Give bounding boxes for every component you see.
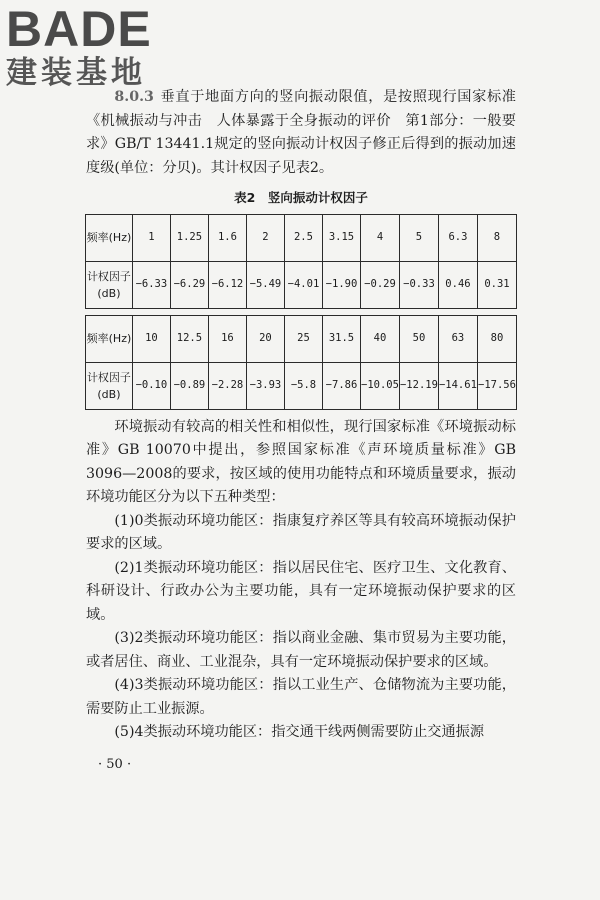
table-cell: −17.56 — [477, 362, 516, 409]
table-cell: 50 — [399, 315, 438, 362]
table-cell: 1.6 — [208, 214, 246, 261]
table-cell: −3.93 — [246, 362, 284, 409]
weighting-table — [85, 214, 517, 410]
table-cell: −0.29 — [360, 261, 399, 308]
page-number: · 50 · — [98, 756, 132, 772]
table-cell: −14.61 — [438, 362, 477, 409]
table-row — [86, 214, 517, 261]
table-cell: 6.3 — [438, 214, 477, 261]
table-cell: 8 — [477, 214, 516, 261]
table-cell: 40 — [360, 315, 399, 362]
body-paragraph: (5)4类振动环境功能区：指交通干线两侧需要防止交通振源 — [114, 724, 485, 740]
table-cell: 3.15 — [322, 214, 360, 261]
freq-header: 频率(Hz) — [86, 214, 133, 261]
table-cell: −1.90 — [322, 261, 360, 308]
table-cell: −5.49 — [246, 261, 284, 308]
freq-header: 频率(Hz) — [86, 315, 133, 362]
body-paragraph: (4)3类振动环境功能区：指以工业生产、仓储物流为主要功能，需要防止工业振源。 — [86, 677, 516, 717]
table-caption: 表2 竖向振动计权因子 — [234, 190, 368, 205]
table-cell: 2.5 — [284, 214, 322, 261]
table-cell: 2 — [246, 214, 284, 261]
table-cell: 80 — [477, 315, 516, 362]
table-cell: 16 — [208, 315, 246, 362]
table-cell: −6.12 — [208, 261, 246, 308]
page-content — [86, 86, 516, 776]
table-cell: 5 — [399, 214, 438, 261]
body-paragraph: (3)2类振动环境功能区：指以商业金融、集市贸易为主要功能，或者居住、商业、工业混杂，具有一定环境振动保护要求的区域。 — [86, 630, 516, 670]
table-cell: 31.5 — [322, 315, 360, 362]
table-cell: 20 — [246, 315, 284, 362]
body-paragraph: (2)1类振动环境功能区：指以居民住宅、医疗卫生、文化教育、科研设计、行政办公为主要功能，具有一定环境振动保护要求的区域。 — [86, 559, 516, 623]
logo-chinese: 建装基地 — [6, 55, 146, 91]
table-cell: −7.86 — [322, 362, 360, 409]
table-cell: −5.8 — [284, 362, 322, 409]
table-cell: −6.29 — [170, 261, 208, 308]
body-paragraph: (1)0类振动环境功能区：指康复疗养区等具有较高环境振动保护要求的区域。 — [86, 512, 516, 552]
table-gap — [86, 308, 517, 315]
table-cell: 1 — [132, 214, 170, 261]
table-row — [86, 261, 517, 308]
table-cell: 0.46 — [438, 261, 477, 308]
clause-text: 垂直于地面方向的竖向振动限值，是按照现行国家标准《机械振动与冲击 人体暴露于全身振动的评价 第1部分：一般要求》GB/T 13441.1规定的竖向振动计权因子修正后得到的振动加速度级(单位：分贝)。其计权因子见表2。 — [86, 89, 516, 176]
table-row — [86, 315, 517, 362]
table-cell: −6.33 — [132, 261, 170, 308]
table-row — [86, 362, 517, 409]
table-cell: 25 — [284, 315, 322, 362]
clause-paragraph — [86, 86, 516, 180]
logo-wordmark: BADE — [6, 1, 152, 57]
table-cell: 4 — [360, 214, 399, 261]
clause-number: 8.0.3 — [114, 89, 154, 105]
weight-header: 计权因子(dB) — [86, 261, 133, 308]
table-cell: −0.33 — [399, 261, 438, 308]
table-cell: −4.01 — [284, 261, 322, 308]
table-cell: −0.10 — [132, 362, 170, 409]
table-cell: 12.5 — [170, 315, 208, 362]
table-cell: −10.05 — [360, 362, 399, 409]
table-cell: −2.28 — [208, 362, 246, 409]
table-cell: −0.89 — [170, 362, 208, 409]
body-paragraph: 环境振动有较高的相关性和相似性，现行国家标准《环境振动标准》GB 10070中提出，参照国家标准《声环境质量标准》GB 3096—2008的要求，按区域的使用功能特点和环境质量要求，振动环境功能区分为以下五种类型： — [86, 418, 516, 505]
logo — [6, 1, 181, 91]
table-cell: 1.25 — [170, 214, 208, 261]
table-cell: 10 — [132, 315, 170, 362]
table-cell: −12.19 — [399, 362, 438, 409]
table-cell: 63 — [438, 315, 477, 362]
table-cell: 0.31 — [477, 261, 516, 308]
weight-header: 计权因子(dB) — [86, 362, 133, 409]
